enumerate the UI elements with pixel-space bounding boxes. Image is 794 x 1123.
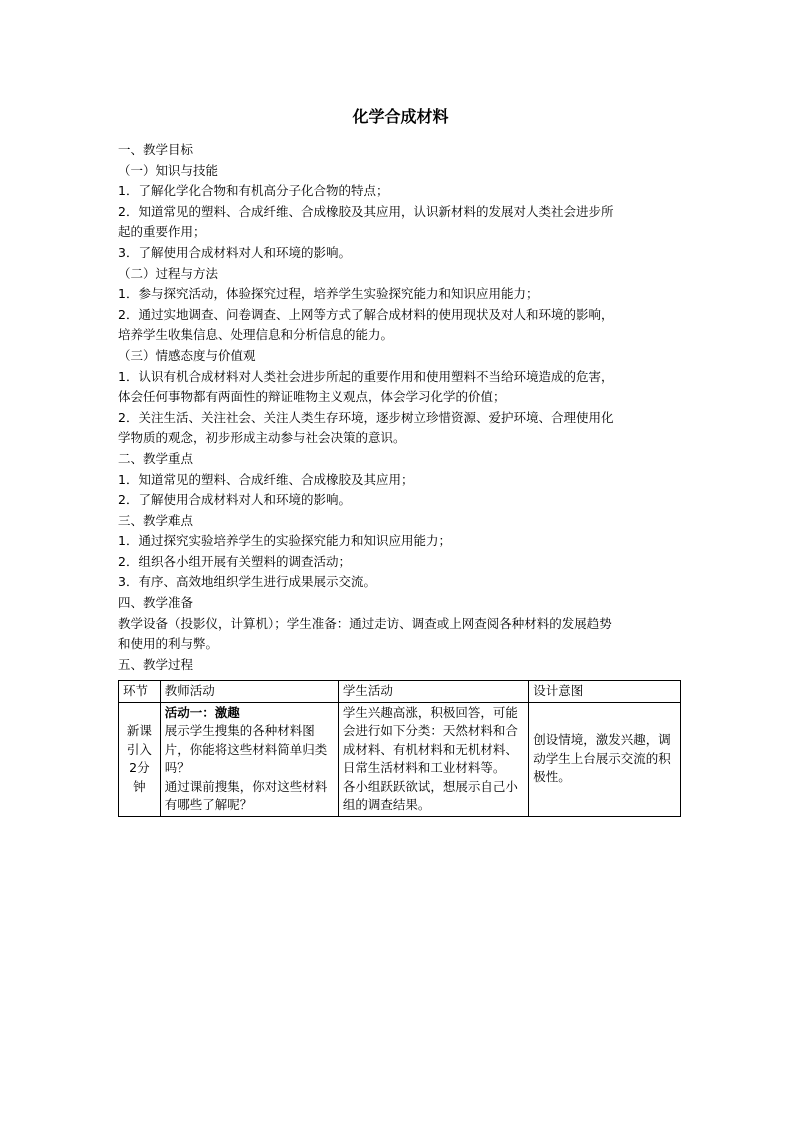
section-heading-key-points: 二、教学重点 <box>118 450 194 466</box>
text-line: 体会任何事物都有两面性的辩证唯物主义观点，体会学习化学的价值； <box>118 389 506 405</box>
text-line: 1．了解化学化合物和有机高分子化合物的特点； <box>118 183 389 199</box>
text-line: 2．关注生活、关注社会、关注人类生存环境，逐步树立珍惜资源、爱护环境、合理使用化 <box>118 409 614 425</box>
text-line: 1．知道常见的塑料、合成纤维、合成橡胶及其应用； <box>118 471 414 487</box>
teacher-activity-cell <box>160 702 338 816</box>
text-line: 教学设备（投影仪，计算机）；学生准备：通过走访、调查或上网查阅各种材料的发展趋势 <box>118 615 612 631</box>
student-activity-text: 学生兴趣高涨，积极回答，可能会进行如下分类：天然材料和合成材料、有机材料和无机材料、日常生活材料和工业材料等。 <box>342 704 518 775</box>
design-intent-cell: 创设情境，激发兴趣，调动学生上台展示交流的积极性。 <box>529 702 681 816</box>
teacher-activity-text: 通过课前搜集，你对这些材料有哪些了解呢？ <box>164 778 328 812</box>
student-activity-text: 各小组跃跃欲试，想展示自己小组的调查结果。 <box>342 778 518 812</box>
subheading-process-methods: （二）过程与方法 <box>118 265 219 281</box>
table-header-cell: 学生活动 <box>338 681 528 703</box>
section-heading-teaching-process: 五、教学过程 <box>118 656 194 672</box>
text-line: 学物质的观念，初步形成主动参与社会决策的意识。 <box>118 430 406 446</box>
section-heading-preparation: 四、教学准备 <box>118 595 194 611</box>
student-activity-cell <box>338 702 528 816</box>
section-heading-objectives: 一、教学目标 <box>118 142 194 157</box>
section-heading-difficulties: 三、教学难点 <box>118 512 194 528</box>
subheading-knowledge-skills: （一）知识与技能 <box>118 162 219 178</box>
text-line: 3．了解使用合成材料对人和环境的影响。 <box>118 244 351 260</box>
table-header-cell: 设计意图 <box>529 681 681 703</box>
subheading-attitudes-values: （三）情感态度与价值观 <box>118 347 256 363</box>
text-line: 2．组织各小组开展有关塑料的调查活动； <box>118 553 351 569</box>
text-line: 1．参与探究活动，体验探究过程，培养学生实验探究能力和知识应用能力； <box>118 286 539 302</box>
table-header-row <box>119 681 681 703</box>
document-body <box>118 140 683 675</box>
text-line: 培养学生收集信息、处理信息和分析信息的能力。 <box>118 327 394 343</box>
text-line: 2．知道常见的塑料、合成纤维、合成橡胶及其应用，认识新材料的发展对人类社会进步所 <box>118 203 614 219</box>
stage-cell: 新课引入2分钟 <box>119 702 161 816</box>
text-line: 2．了解使用合成材料对人和环境的影响。 <box>118 492 351 508</box>
table-header-cell: 教师活动 <box>160 681 338 703</box>
text-line: 3．有序、高效地组织学生进行成果展示交流。 <box>118 574 376 590</box>
table-header-cell: 环节 <box>119 681 161 703</box>
document-title: 化学合成材料 <box>352 107 449 126</box>
activity-title: 活动一：激趣 <box>164 704 240 720</box>
text-line: 1．通过探究实验培养学生的实验探究能力和知识应用能力； <box>118 533 451 549</box>
text-line: 2．通过实地调查、问卷调查、上网等方式了解合成材料的使用现状及对人和环境的影响， <box>118 306 614 322</box>
text-line: 起的重要作用； <box>118 224 206 240</box>
text-line: 1．认识有机合成材料对人类社会进步所起的重要作用和使用塑料不当给环境造成的危害， <box>118 368 614 384</box>
teacher-activity-text: 展示学生搜集的各种材料图片，你能将这些材料简单归类吗？ <box>164 723 328 775</box>
table-row <box>119 702 681 816</box>
teaching-process-table <box>118 680 681 817</box>
text-line: 和使用的利与弊。 <box>118 636 219 652</box>
